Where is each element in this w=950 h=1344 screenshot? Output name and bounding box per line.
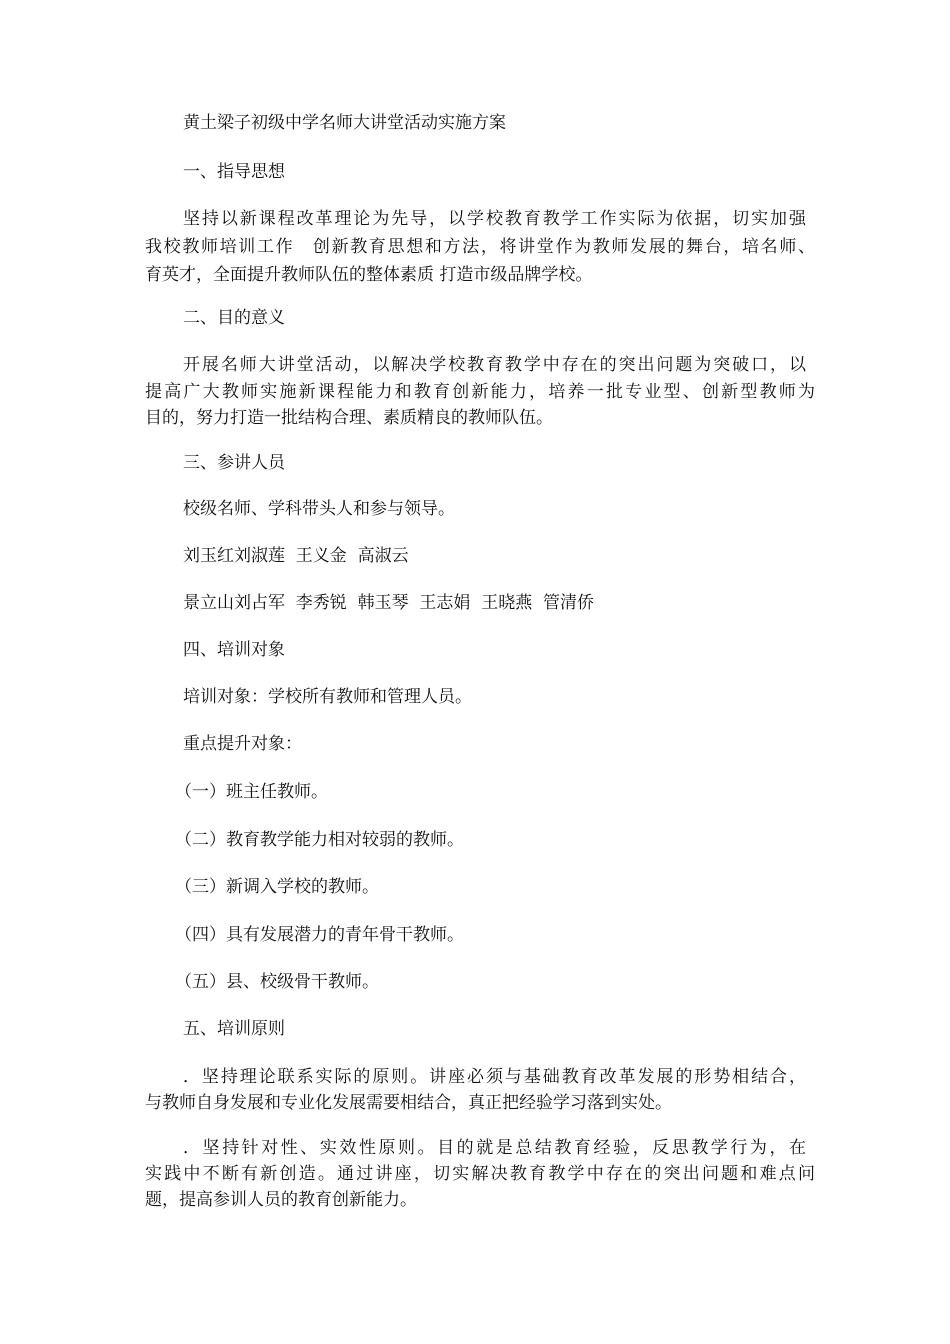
paragraph-line: 开展名师大讲堂活动，以解决学校教育教学中存在的突出问题为突破口，以 [183,355,806,375]
paragraph-line: ．坚持理论联系实际的原则。讲座必须与基础教育改革发展的形势相结合， [183,1067,806,1087]
participant-names-row: 景立山刘占军 李秀锐 韩玉琴 王志娟 王晓燕 管清侨 [183,593,595,613]
participant-names-row: 刘玉红刘淑莲 王义金 高淑云 [183,546,409,566]
list-item: （五）县、校级骨干教师。 [175,972,379,992]
section-heading-guiding-thought: 一、指导思想 [183,162,285,182]
section-heading-training-targets: 四、培训对象 [183,640,285,660]
section-heading-participants: 三、参讲人员 [183,453,285,473]
list-item: （四）具有发展潜力的青年骨干教师。 [175,925,464,945]
section-heading-purpose: 二、目的意义 [183,308,285,328]
paragraph-line: 育英才，全面提升教师队伍的整体素质 打造市级品牌学校。 [145,265,593,285]
paragraph-line: 目的，努力打造一批结构合理、素质精良的教师队伍。 [145,408,553,428]
paragraph-line: 我校教师培训工作 创新教育思想和方法，将讲堂作为教师发展的舞台，培名师、 [145,237,815,257]
list-item: （三）新调入学校的教师。 [175,877,379,897]
paragraph-line: 坚持以新课程改革理论为先导，以学校教育教学工作实际为依据，切实加强 [183,209,806,229]
paragraph-line: 提高广大教师实施新课程能力和教育创新能力，培养一批专业型、创新型教师为 [145,382,815,402]
paragraph-line: 实践中不断有新创造。通过讲座，切实解决教育教学中存在的突出问题和难点问 [145,1164,815,1184]
list-item: （一）班主任教师。 [175,782,328,802]
paragraph-line: ．坚持针对性、实效性原则。目的就是总结教育经验，反思教学行为，在 [183,1138,806,1158]
paragraph-line: 题，提高参训人员的教育创新能力。 [145,1190,417,1210]
training-target: 培训对象：学校所有教师和管理人员。 [183,687,472,707]
list-item: （二）教育教学能力相对较弱的教师。 [175,830,464,850]
section-heading-training-principles: 五、培训原则 [183,1019,285,1039]
paragraph-line: 与教师自身发展和专业化发展需要相结合，真正把经验学习落到实处。 [145,1093,672,1113]
focus-label: 重点提升对象： [183,734,302,754]
participants-intro: 校级名师、学科带头人和参与领导。 [183,499,455,519]
document-title: 黄土梁子初级中学名师大讲堂活动实施方案 [183,113,506,133]
